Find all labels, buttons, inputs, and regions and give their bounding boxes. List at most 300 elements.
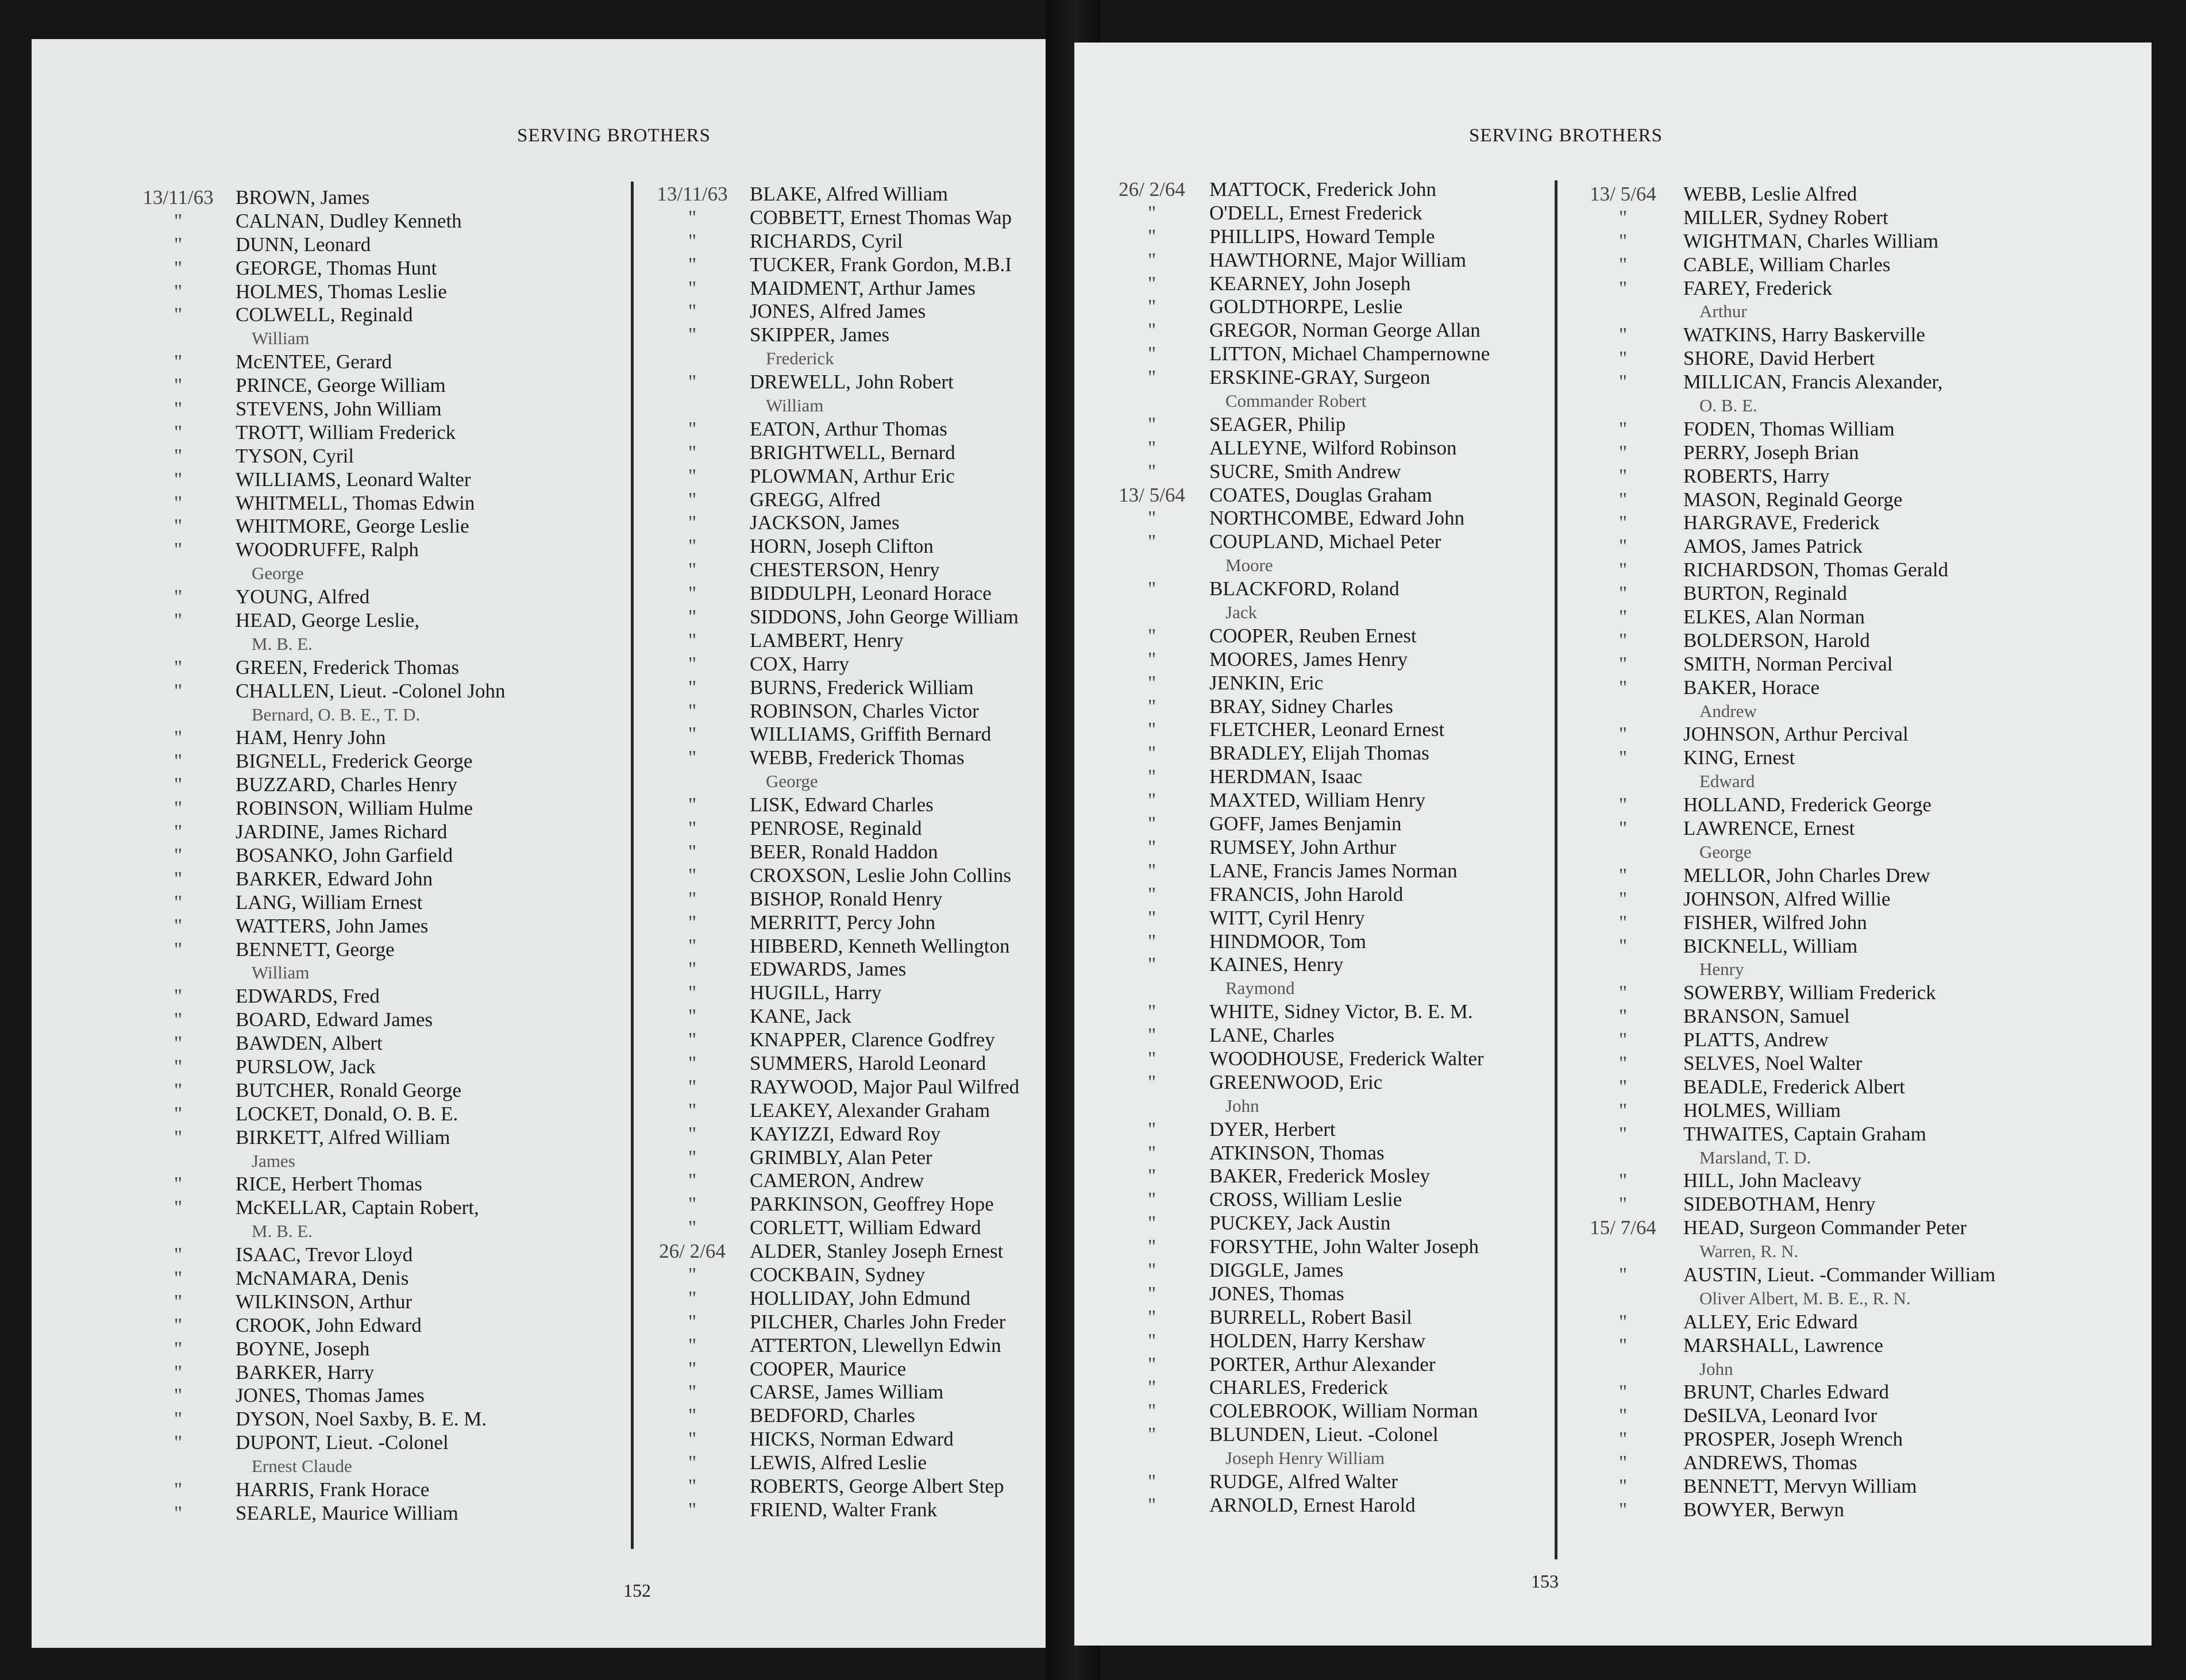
column-left-2 <box>635 183 1069 1522</box>
member-name: Ernest Claude <box>252 1456 352 1477</box>
entry-date: " <box>688 1286 697 1309</box>
member-name: JOHNSON, Arthur Percival <box>1683 723 1909 746</box>
member-entry <box>635 1334 1069 1358</box>
entry-date: " <box>688 911 697 934</box>
entry-date: " <box>1147 225 1156 248</box>
member-name: SUCRE, Smith Andrew <box>1209 460 1401 483</box>
entry-date <box>121 562 236 585</box>
member-entry <box>1094 718 1577 742</box>
member-entry <box>1094 1423 1577 1447</box>
entry-date: " <box>1618 817 1628 840</box>
member-entry <box>635 841 1069 864</box>
member-entry <box>1563 723 2080 746</box>
member-entry <box>1094 1353 1577 1377</box>
name-continuation <box>121 562 615 585</box>
member-name: DeSILVA, Leonard Ivor <box>1683 1404 1877 1427</box>
member-entry <box>635 1193 1069 1216</box>
name-continuation <box>121 327 615 350</box>
member-name: TUCKER, Frank Gordon, M.B.I <box>750 253 1012 276</box>
member-entry <box>121 374 615 398</box>
member-entry <box>1094 1071 1577 1095</box>
member-name: Bernard, O. B. E., T. D. <box>252 704 421 725</box>
member-name: LITTON, Michael Champernowne <box>1209 342 1490 365</box>
entry-date: " <box>1147 1165 1156 1188</box>
member-entry <box>635 1381 1069 1404</box>
member-name: KEARNEY, John Joseph <box>1209 272 1411 295</box>
member-name: HAM, Henry John <box>236 726 386 749</box>
member-entry <box>635 746 1069 770</box>
member-name: HUGILL, Harry <box>750 981 882 1004</box>
member-name: THWAITES, Captain Graham <box>1683 1122 1926 1145</box>
entry-date: " <box>1618 347 1628 370</box>
entry-date: " <box>688 958 697 981</box>
entry-date: " <box>688 1075 697 1098</box>
entry-date: " <box>1618 417 1628 440</box>
member-entry <box>1563 1475 2080 1498</box>
member-name: MOORES, James Henry <box>1209 648 1408 671</box>
entry-date: " <box>1618 1122 1628 1145</box>
member-entry <box>635 1146 1069 1170</box>
entry-date <box>1563 1146 1683 1170</box>
member-entry <box>1094 1142 1577 1165</box>
member-entry <box>635 1052 1069 1076</box>
member-entry <box>1563 511 2080 535</box>
entry-date: " <box>1618 676 1628 699</box>
member-name: MERRITT, Percy John <box>750 911 936 934</box>
entry-date: " <box>174 491 183 514</box>
member-entry <box>121 1055 615 1079</box>
member-name: RICE, Herbert Thomas <box>236 1173 422 1196</box>
entry-date <box>1563 300 1683 323</box>
member-entry <box>1094 1494 1577 1517</box>
member-entry <box>1094 1306 1577 1330</box>
entry-date: " <box>174 1337 183 1360</box>
entry-date: " <box>1147 624 1156 647</box>
entry-date: 15/ 7/64 <box>1590 1216 1656 1239</box>
member-name: PURSLOW, Jack <box>236 1055 376 1078</box>
member-entry <box>635 418 1069 441</box>
entry-date: " <box>174 1008 183 1031</box>
member-name: BOWYER, Berwyn <box>1683 1498 1844 1521</box>
entry-date: " <box>1147 1493 1156 1516</box>
member-entry <box>1094 883 1577 907</box>
entry-date: " <box>174 515 183 538</box>
member-name: GOLDTHORPE, Leslie <box>1209 295 1403 318</box>
member-name: BEER, Ronald Haddon <box>750 840 938 863</box>
entry-date: " <box>1147 460 1156 483</box>
member-name: Oliver Albert, M. B. E., R. N. <box>1699 1288 1911 1308</box>
member-name: SIDDONS, John George William <box>750 606 1019 629</box>
member-entry <box>1563 1216 2080 1240</box>
entry-date: " <box>1147 1188 1156 1211</box>
entry-date: " <box>688 582 697 605</box>
member-name: Andrew <box>1699 700 1757 721</box>
entry-date: " <box>688 793 697 816</box>
member-name: HORN, Joseph Clifton <box>750 535 934 558</box>
entry-date: " <box>1147 1070 1156 1093</box>
member-name: CORLETT, William Edward <box>750 1216 981 1239</box>
entry-date: " <box>688 1146 697 1169</box>
entry-date: " <box>688 934 697 957</box>
member-entry <box>121 1032 615 1055</box>
member-entry <box>635 465 1069 488</box>
entry-date: " <box>174 1361 183 1384</box>
member-entry <box>1563 206 2080 230</box>
member-name: RICHARDSON, Thomas Gerald <box>1683 558 1949 581</box>
entry-date <box>1094 601 1209 625</box>
name-continuation <box>635 394 1069 418</box>
member-entry <box>121 186 615 210</box>
entry-date: " <box>688 1216 697 1239</box>
member-name: CHALLEN, Lieut. -Colonel John <box>236 679 506 702</box>
entry-date: " <box>688 864 697 887</box>
member-entry <box>1094 695 1577 719</box>
entry-date: " <box>1618 276 1628 299</box>
member-entry <box>1094 765 1577 789</box>
member-name: COATES, Douglas Graham <box>1209 483 1432 506</box>
entry-date: " <box>174 398 183 421</box>
entry-date: " <box>174 350 183 373</box>
member-entry <box>635 1099 1069 1123</box>
member-entry <box>121 915 615 938</box>
member-entry <box>1563 888 2080 911</box>
member-name: HINDMOOR, Tom <box>1209 930 1367 953</box>
member-name: BAWDEN, Albert <box>236 1032 383 1055</box>
member-entry <box>1094 1118 1577 1142</box>
member-name: WITT, Cyril Henry <box>1209 906 1365 929</box>
member-name: MILLER, Sydney Robert <box>1683 206 1888 229</box>
entry-date: " <box>1147 1212 1156 1235</box>
entry-date <box>1094 1095 1209 1118</box>
member-entry <box>121 350 615 374</box>
member-name: AUSTIN, Lieut. -Commander William <box>1683 1263 1996 1286</box>
member-entry <box>635 253 1069 277</box>
member-entry <box>1563 935 2080 958</box>
member-entry <box>121 210 615 233</box>
member-name: William <box>766 395 824 416</box>
member-name: HICKS, Norman Edward <box>750 1428 954 1451</box>
member-name: ALLEYNE, Wilford Robinson <box>1209 436 1457 459</box>
member-entry <box>1563 911 2080 935</box>
entry-date: 26/ 2/64 <box>1119 178 1185 201</box>
member-entry <box>1094 272 1577 296</box>
running-head: SERVING BROTHERS <box>1469 125 1663 146</box>
entry-date: " <box>174 891 183 914</box>
entry-date: " <box>688 1310 697 1333</box>
entry-date: " <box>1618 723 1628 746</box>
entry-date: " <box>1147 577 1156 600</box>
member-name: HAWTHORNE, Major William <box>1209 248 1467 271</box>
member-name: GREENWOOD, Eric <box>1209 1070 1383 1093</box>
member-entry <box>1094 1212 1577 1235</box>
member-entry <box>1094 1282 1577 1306</box>
member-name: TROTT, William Frederick <box>236 421 456 444</box>
member-entry <box>635 1287 1069 1311</box>
member-entry <box>1563 864 2080 888</box>
entry-date: " <box>1147 835 1156 858</box>
entry-date: " <box>688 699 697 722</box>
member-entry <box>1563 1028 2080 1052</box>
member-entry <box>1094 577 1577 601</box>
member-entry <box>1094 1047 1577 1071</box>
member-name: BURTON, Reginald <box>1683 582 1848 605</box>
entry-date: " <box>174 233 183 256</box>
entry-date: " <box>688 206 697 229</box>
member-name: HOLDEN, Harry Kershaw <box>1209 1329 1426 1352</box>
entry-date: " <box>174 1032 183 1055</box>
member-name: ARNOLD, Ernest Harold <box>1209 1493 1416 1516</box>
member-entry <box>635 558 1069 582</box>
entry-date: " <box>1147 859 1156 882</box>
entry-date: " <box>1618 1263 1628 1286</box>
member-name: PROSPER, Joseph Wrench <box>1683 1428 1903 1451</box>
member-name: YOUNG, Alfred <box>236 585 370 608</box>
entry-date: " <box>174 1290 183 1313</box>
name-continuation <box>1094 390 1577 413</box>
member-name: ROBINSON, Charles Victor <box>750 699 979 722</box>
name-continuation <box>1094 554 1577 577</box>
member-entry <box>121 1126 615 1150</box>
member-name: BLACKFORD, Roland <box>1209 577 1399 600</box>
entry-date: " <box>1618 652 1628 675</box>
member-entry <box>1094 530 1577 554</box>
member-entry <box>635 1475 1069 1498</box>
member-name: McNAMARA, Denis <box>236 1266 409 1289</box>
name-continuation <box>121 1220 615 1243</box>
entry-date: " <box>174 656 183 679</box>
member-entry <box>635 981 1069 1005</box>
member-name: Commander Robert <box>1225 391 1367 411</box>
member-entry <box>635 323 1069 347</box>
member-entry <box>635 206 1069 230</box>
member-name: FRANCIS, John Harold <box>1209 883 1404 905</box>
member-name: MELLOR, John Charles Drew <box>1683 864 1930 887</box>
entry-date: " <box>1618 981 1628 1004</box>
column-right-2 <box>1563 183 2080 1522</box>
member-entry <box>121 750 615 773</box>
member-entry <box>1094 460 1577 484</box>
member-name: RUMSEY, John Arthur <box>1209 835 1397 858</box>
entry-date: " <box>174 1196 183 1219</box>
entry-date <box>1563 958 1683 981</box>
member-entry <box>1563 606 2080 629</box>
member-name: WATTERS, John James <box>236 914 429 937</box>
member-name: DUPONT, Lieut. -Colonel <box>236 1431 449 1454</box>
member-entry <box>121 445 615 468</box>
entry-date: " <box>688 1474 697 1497</box>
entry-date: " <box>1618 1193 1628 1216</box>
entry-date: " <box>1147 413 1156 436</box>
member-name: GEORGE, Thomas Hunt <box>236 256 437 279</box>
member-entry <box>635 1404 1069 1428</box>
member-name: CAMERON, Andrew <box>750 1169 924 1192</box>
entry-date: " <box>1147 201 1156 224</box>
member-name: GREGG, Alfred <box>750 488 881 511</box>
member-entry <box>635 723 1069 746</box>
member-entry <box>1563 1381 2080 1404</box>
member-entry <box>1563 1052 2080 1076</box>
entry-date <box>1094 390 1209 413</box>
entry-date: " <box>688 464 697 487</box>
member-entry <box>1563 1498 2080 1522</box>
member-name: WEBB, Frederick Thomas <box>750 746 965 769</box>
member-name: CHARLES, Frederick <box>1209 1376 1389 1399</box>
entry-date: " <box>688 558 697 581</box>
member-entry <box>1563 277 2080 300</box>
name-continuation <box>121 1455 615 1478</box>
entry-date <box>1563 770 1683 793</box>
member-name: WILKINSON, Arthur <box>236 1290 412 1313</box>
member-name: GREGOR, Norman George Allan <box>1209 319 1481 342</box>
left-page <box>32 39 1069 1648</box>
member-name: SHORE, David Herbert <box>1683 347 1875 370</box>
member-name: KNAPPER, Clarence Godfrey <box>750 1028 995 1051</box>
member-entry <box>635 1028 1069 1052</box>
member-entry <box>1094 930 1577 954</box>
member-entry <box>635 1498 1069 1522</box>
entry-date: " <box>1618 1005 1628 1028</box>
member-entry <box>121 398 615 421</box>
entry-date: " <box>174 679 183 702</box>
name-continuation <box>121 703 615 727</box>
member-entry <box>1563 1169 2080 1193</box>
member-name: MARSHALL, Lawrence <box>1683 1334 1883 1357</box>
entry-date: " <box>688 629 697 652</box>
member-entry <box>1563 629 2080 653</box>
entry-date: " <box>1618 511 1628 534</box>
name-continuation <box>1563 770 2080 793</box>
member-entry <box>121 1267 615 1290</box>
entry-date: " <box>1618 864 1628 887</box>
member-name: FRIEND, Walter Frank <box>750 1498 938 1521</box>
member-name: CHESTERSON, Henry <box>750 558 940 581</box>
entry-date: " <box>688 1051 697 1074</box>
entry-date: " <box>174 820 183 843</box>
member-name: BARKER, Edward John <box>236 867 433 890</box>
member-entry <box>121 1502 615 1525</box>
entry-date: " <box>688 676 697 699</box>
entry-date: " <box>1618 887 1628 910</box>
member-name: CALNAN, Dudley Kenneth <box>236 209 462 232</box>
member-entry <box>121 985 615 1008</box>
member-name: KING, Ernest <box>1683 746 1795 769</box>
member-name: BIDDULPH, Leonard Horace <box>750 582 992 605</box>
member-name: Edward <box>1699 771 1755 792</box>
name-continuation <box>1094 1447 1577 1470</box>
page-number: 152 <box>623 1580 651 1601</box>
member-entry <box>1094 342 1577 366</box>
entry-date: " <box>1147 342 1156 365</box>
member-entry <box>635 653 1069 676</box>
member-entry <box>1563 746 2080 770</box>
member-name: HILL, John Macleavy <box>1683 1169 1862 1192</box>
member-entry <box>1094 413 1577 437</box>
member-name: ATKINSON, Thomas <box>1209 1141 1385 1164</box>
entry-date: " <box>1618 535 1628 558</box>
member-entry <box>121 1243 615 1267</box>
member-entry <box>635 1076 1069 1099</box>
name-continuation <box>1563 1358 2080 1381</box>
member-name: Raymond <box>1225 978 1295 999</box>
member-entry <box>1094 319 1577 342</box>
member-entry <box>1094 907 1577 930</box>
member-name: McENTEE, Gerard <box>236 350 392 373</box>
entry-date: 26/ 2/64 <box>659 1240 726 1263</box>
member-entry <box>1563 653 2080 676</box>
entry-date: " <box>1147 648 1156 671</box>
entry-date: " <box>1618 253 1628 276</box>
member-entry <box>121 680 615 703</box>
entry-date: " <box>174 421 183 444</box>
member-name: DIGGLE, James <box>1209 1258 1344 1281</box>
entry-date: 13/11/63 <box>657 183 728 205</box>
entry-date: " <box>688 1169 697 1192</box>
member-entry <box>1563 1076 2080 1099</box>
member-entry <box>1094 1470 1577 1494</box>
member-entry <box>1094 789 1577 812</box>
entry-date: " <box>1618 1451 1628 1474</box>
member-entry <box>121 1408 615 1431</box>
entry-date: " <box>174 1102 183 1125</box>
member-name: BOYNE, Joseph <box>236 1337 370 1360</box>
member-name: Warren, R. N. <box>1699 1241 1799 1262</box>
member-name: George <box>252 563 304 584</box>
entry-date <box>1563 841 1683 864</box>
member-name: John <box>1699 1358 1733 1379</box>
name-continuation <box>1563 958 2080 981</box>
member-name: MASON, Reginald George <box>1683 488 1903 511</box>
member-name: WILLIAMS, Leonard Walter <box>236 468 471 491</box>
member-entry <box>1563 253 2080 277</box>
member-entry <box>635 535 1069 558</box>
entry-date: " <box>1147 1353 1156 1375</box>
member-name: PERRY, Joseph Brian <box>1683 441 1859 464</box>
member-name: LAWRENCE, Ernest <box>1683 817 1855 840</box>
member-name: CABLE, William Charles <box>1683 253 1891 276</box>
member-name: EATON, Arthur Thomas <box>750 417 947 440</box>
member-entry <box>121 844 615 868</box>
entry-date: " <box>688 300 697 323</box>
member-entry <box>1094 672 1577 695</box>
member-name: ALDER, Stanley Joseph Ernest <box>750 1240 1004 1263</box>
entry-date: " <box>174 1266 183 1289</box>
member-entry <box>1563 1099 2080 1123</box>
member-name: BUTCHER, Ronald George <box>236 1078 462 1101</box>
member-entry <box>1094 178 1577 202</box>
member-entry <box>1563 230 2080 253</box>
member-name: Moore <box>1225 555 1273 576</box>
entry-date: " <box>1147 248 1156 271</box>
entry-date: " <box>1618 793 1628 816</box>
member-entry <box>635 1263 1069 1287</box>
entry-date: " <box>1618 1498 1628 1521</box>
entry-date: " <box>174 209 183 232</box>
member-entry <box>635 1311 1069 1334</box>
entry-date: " <box>1147 953 1156 976</box>
entry-date: " <box>688 1193 697 1216</box>
member-name: ELKES, Alan Norman <box>1683 606 1865 629</box>
member-entry <box>121 1338 615 1361</box>
member-name: JARDINE, James Richard <box>236 820 448 843</box>
member-entry <box>635 1005 1069 1028</box>
member-entry <box>1563 1404 2080 1428</box>
member-entry <box>1563 418 2080 441</box>
entry-date: " <box>174 843 183 866</box>
member-name: BENNETT, George <box>236 938 395 961</box>
entry-date: " <box>688 840 697 863</box>
entry-date: " <box>174 1126 183 1149</box>
member-name: LOCKET, Donald, O. B. E. <box>236 1102 458 1125</box>
